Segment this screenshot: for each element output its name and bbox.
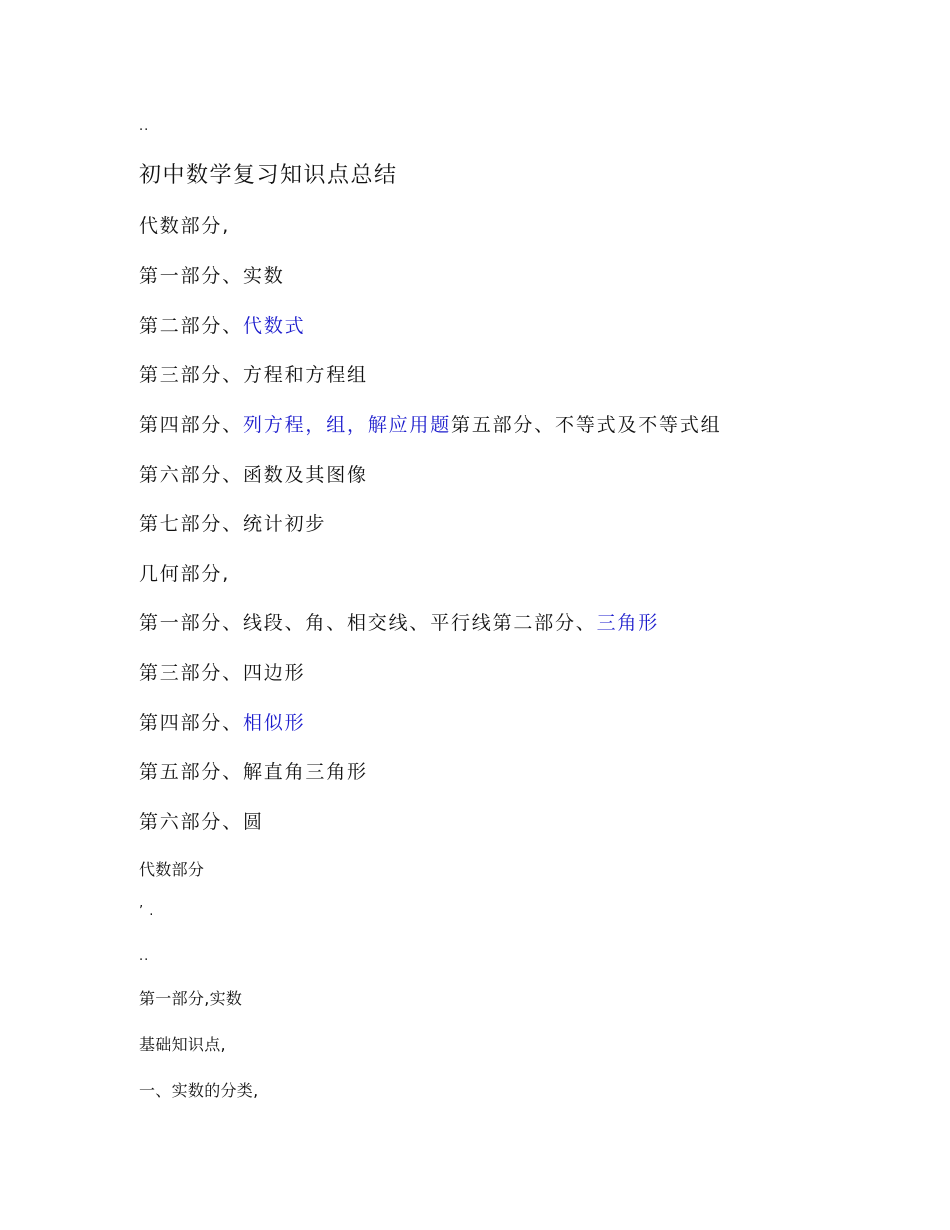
toc-algebra-part-6: 第六部分、函数及其图像 [139,464,368,486]
toc-geometry-part-1-2 [139,614,659,633]
stray-marks: ’ . [139,904,155,919]
part-title: 第一部分,实数 [139,989,243,1008]
link-similar-figures[interactable]: 相似形 [243,712,306,734]
document-title: 初中数学复习知识点总结 [139,163,398,188]
toc-geometry-part-6: 第六部分、圆 [139,811,264,833]
toc-geometry-part-4 [139,714,305,733]
toc-algebra-part-4-prefix: 第四部分、 [139,414,244,436]
item-1-heading: 一、实数的分类, [139,1081,259,1100]
toc-algebra-part-4-5 [139,416,721,435]
section-label: 代数部分 [139,860,205,879]
body-dots: .. [139,949,150,964]
toc-algebra-part-7: 第七部分、统计初步 [139,513,327,535]
toc-geometry-part-1: 第一部分、线段、角、相交线、平行线第二部分、 [139,612,597,634]
toc-geometry-part-5: 第五部分、解直角三角形 [139,761,368,783]
header-dots: .. [139,119,150,134]
toc-geometry-heading: 几何部分, [139,563,231,585]
toc-algebra-part-5: 第五部分、不等式及不等式组 [451,414,722,436]
toc-geometry-part-3: 第三部分、四边形 [139,662,306,684]
toc-algebra-part-3: 第三部分、方程和方程组 [139,364,368,386]
toc-algebra-heading: 代数部分, [139,215,231,237]
basics-heading: 基础知识点, [139,1035,226,1054]
toc-algebra-part-2 [139,317,305,336]
link-algebraic-expressions[interactable]: 代数式 [243,315,306,337]
toc-algebra-part-2-prefix: 第二部分、 [139,315,244,337]
link-triangles[interactable]: 三角形 [596,612,660,634]
toc-algebra-part-1: 第一部分、实数 [139,265,285,287]
toc-geometry-part-4-prefix: 第四部分、 [139,712,244,734]
link-word-problems[interactable]: 列方程，组，解应用题 [243,414,452,436]
